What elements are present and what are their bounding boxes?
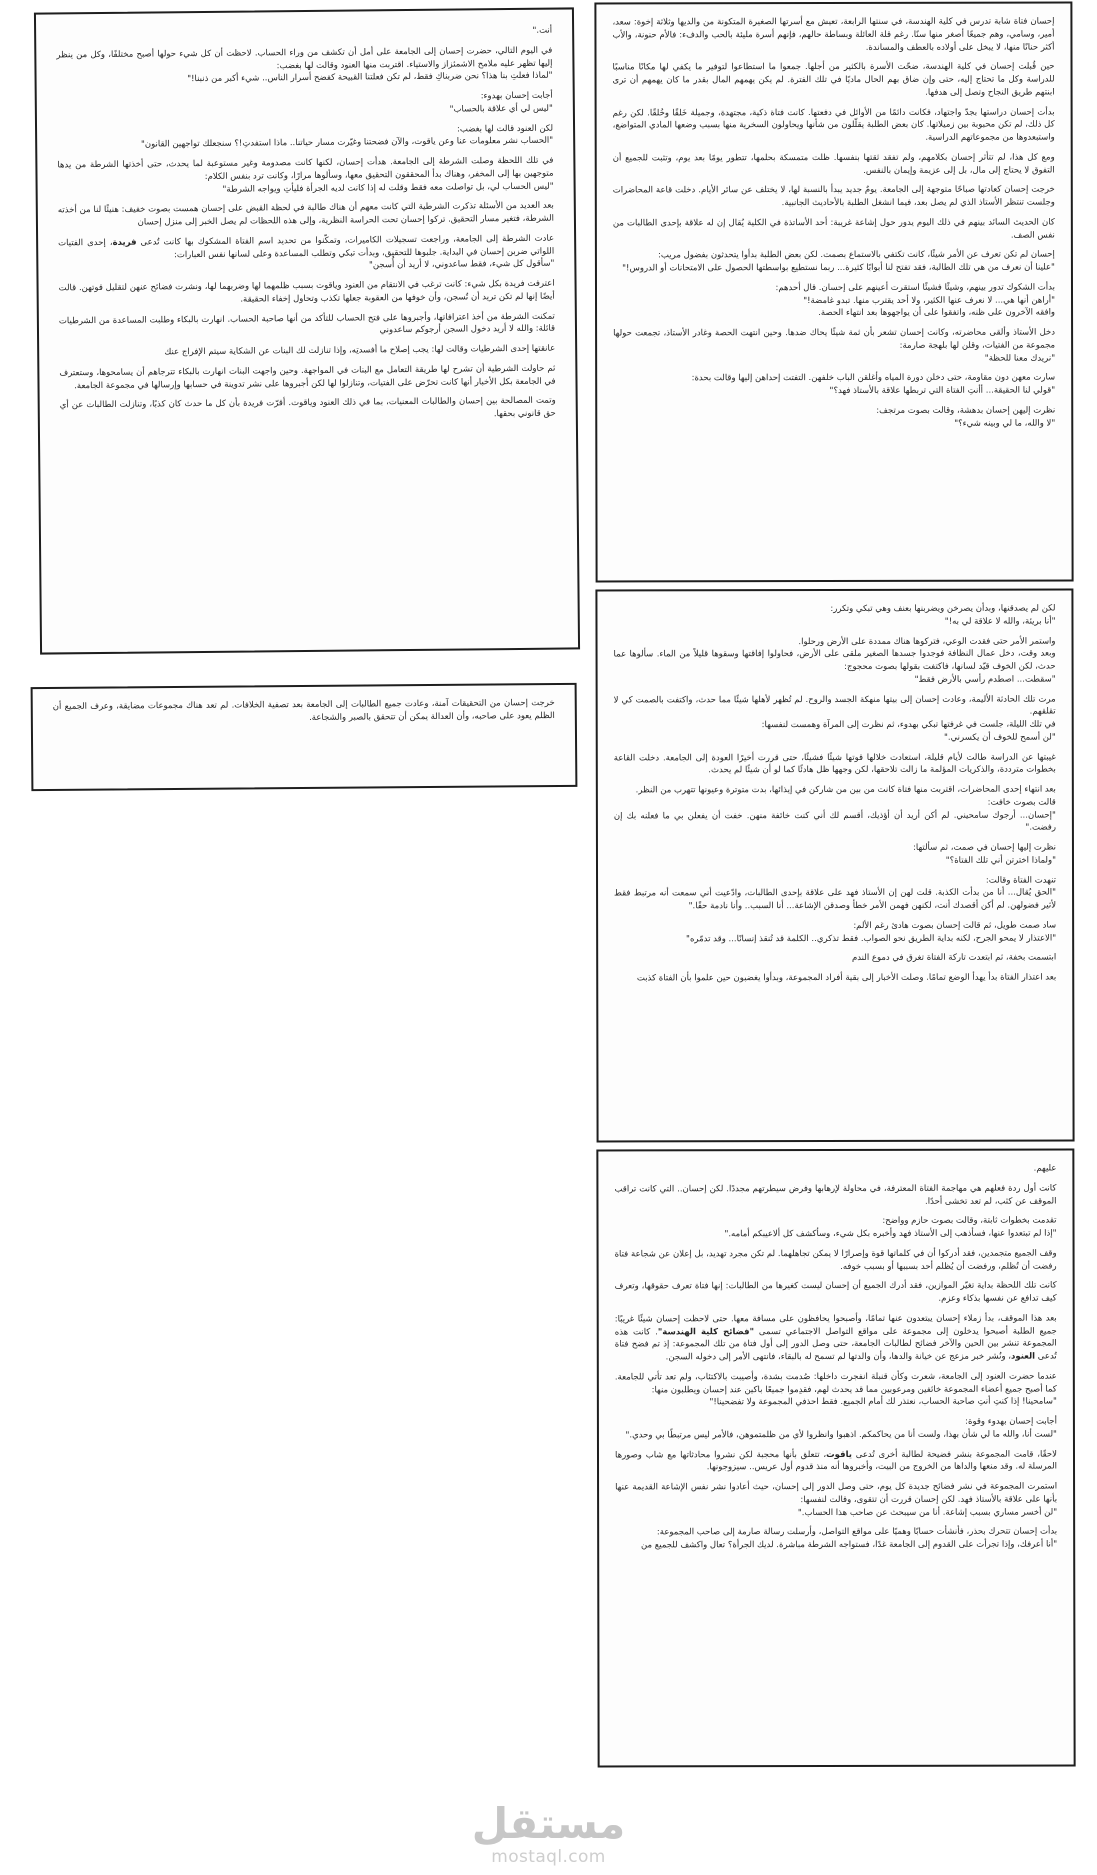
text-run: بعد هذا الموقف، بدأ زملاء إحسان يبتعدون عنها تمامًا، وأصبحوا يحافظون على مسافة معها. حتى لاحظت إحسان شيئًا غريبًا: جميع الطلبة أصبحوا يدخلون إلى مجموعة على مواقع التواصل الاجتماعي تسمى [614, 1313, 1057, 1337]
emphasized-text: العنود [1011, 1351, 1036, 1362]
story-page-2 [595, 589, 1074, 1143]
text-run: ساد صمت طويل، ثم قالت إحسان بصوت هادئ رغم الألم: "الاعتذار لا يمحو الجرح، لكنه بداية الطريق نحو الصواب. فقط تذكري.. الكلمة قد تُنقذ إنسانًا... وقد تدمّره" [686, 920, 1057, 944]
text-run: بعد العديد من الأسئلة تذكرت الشرطية التي كانت معهم أن هناك طالبة في لحظة القبض على إحسان همست بصوت خفيف: هنيئًا لنا من أخذته الشرطة، فتغير مسار التحقيق. تركوا إحسان تحت الحراسة النظرية، وإلى هذه اللحظات لم يصل الخبر إلى منزل إحسان [57, 200, 554, 228]
paragraph [614, 919, 1056, 945]
paragraph [613, 281, 1055, 320]
text-run: ومع كل هذا، لم تتأثر إحسان بكلامهم، ولم تفقد ثقتها بنفسها. ظلت متمسكة بحلمها، تتطور يومًا بعد يوم، وتثبت للجميع أن التفوق لا يحتاج إلى مال، بل إلى عزيمة وإيمان بالنفس. [612, 152, 1055, 176]
paragraph [615, 1247, 1057, 1273]
text-run: عانقتها إحدى الشرطيات وقالت لها: يجب إصلاح ما أفسدتِه، وإذا تنازلت لك البنات عن الشكاية سيتم الإفراج عنك [164, 343, 556, 358]
paragraph [613, 151, 1055, 177]
paragraph [614, 1215, 1056, 1241]
text-run: أجابت إحسان بهدوء وقوة: "لست أنا، والله ما لي شأن بهذا، ولست أنا من يحاكمكم. اذهبوا وانظروا لأي من ظلمتموهن، فالأمر ليس مرتبطًا بي وحدي." [625, 1416, 1057, 1441]
text-run: لاحقًا، قامت المجموعة بنشر فضيحة لطالبة أخرى تُدعى [851, 1449, 1058, 1460]
paragraph [57, 155, 553, 198]
paragraph [615, 1370, 1057, 1409]
watermark [0, 1798, 1097, 1867]
text-run: ابتسمت بخفة، ثم ابتعدت تاركة الفتاة تغرق في دموع الندم [851, 952, 1057, 964]
paragraph [614, 1163, 1056, 1177]
paragraph [614, 1182, 1056, 1208]
text-run: وتمت المصالحة بين إحسان والطالبات المعنيات، بما في ذلك العنود وياقوت. أقرّت فريدة بأن كل ما حدث كان كذبًا، وتنازلت الطالبات عن أي حق قانوني بحقها. [59, 395, 556, 420]
text-run: نظرت إليهن إحسان بدهشة، وقالت بصوت مرتجف: "لا والله، ما لي وبينه شيء؟" [876, 405, 1056, 429]
paragraph [614, 842, 1056, 868]
text-run: تمكنت الشرطة من أخذ اعترافاتها، وأجبروها على فتح الحساب للتأكد من أنها صاحبة الحساب. انهارت بالبكاء وطلبت المساعدة من الشرطيات قائلة: والله لا أريد دخول السجن أرجوكم ساعدوني [58, 311, 556, 336]
paragraph [614, 784, 1056, 836]
emphasized-text: فريدة [112, 237, 137, 248]
emphasized-text: "فضائح كلية الهندسة" [657, 1326, 755, 1337]
paragraph [59, 362, 555, 392]
text-run: غيبتها عن الدراسة طالت لأيام قليلة، استعادت خلالها قوتها شيئًا فشيئًا، حتى قررت أخيرًا العودة إلى الجامعة. دخلت القاعة بخطوات مترددة، والذكريات المؤلمة ما زالت تلاحقها، لكن وجهها ظل هادئًا كما لو أن شيئًا لم يحدث. [613, 752, 1056, 776]
paragraph [615, 1481, 1057, 1520]
paragraph [613, 603, 1055, 629]
paragraph [614, 952, 1056, 966]
paragraph [59, 343, 555, 361]
paragraph [57, 122, 553, 152]
text-run: في اليوم التالي، حضرت إحسان إلى الجامعة على أمل أن تكشف من وراء الحساب. لاحظت أن كل شيء حولها أصبح مختلفًا، وكل من ينظر إليها تظهر عليه ملامح الاشمئزاز والاستياء. اقتربت منها العنود وقالت لها بغضب: "لماذا فعلتِ بنا هذا؟ نحن ضربناكِ فقط، لم تكن فعلتنا القبيحة كفضح أسرار الناس.. شيء أكبر من ذنبنا!" [56, 45, 553, 85]
paragraph [613, 106, 1055, 145]
paragraph [613, 216, 1055, 242]
paragraph [615, 1416, 1057, 1442]
text-run: ، ونُشر خبر مزعج عن خيانة والدها، وأن والدتها لم تسمح له بالبقاء، فانتهى الأمر إلى دخوله السجن. [665, 1351, 1012, 1363]
paragraph [614, 874, 1056, 913]
paragraph [613, 372, 1055, 398]
paragraph [614, 693, 1056, 745]
paragraph [613, 404, 1055, 430]
paragraph [614, 751, 1056, 777]
text-run: بدأت إحسان تتحرك بحذر، فأنشأت حسابًا وهميًا على مواقع التواصل، وأرسلت رسالة صارمة إلى صاحب المجموعة: "أنا أعرفك، وإذا تجرأت على القدوم إلى الجامعة غدًا، فستواجه الشرطة مباشرة. لديك الجرأة؟ تعال واكشف للجميع من [640, 1526, 1058, 1551]
text-run: دخل الأستاذ وألقى محاضرته، وكانت إحسان تشعر بأن ثمة شيئًا يحاك ضدها. وحين انتهت الحصة وغادر الأستاذ، تجمعت حولها مجموعة من الفتيات، وقلن لها بلهجة صارمة: "نريدك معنا للحظة" [613, 327, 1056, 364]
text-run: استمرت المجموعة في نشر فضائح جديدة كل يوم، حتى وصل الدور إلى إحسان، حيث أعادوا نشر نفس الإشاعة القديمة عنها بأنها على علاقة بالأستاذ فهد. لكن إحسان قررت أن تتقوى، وقالت لنفسها: "لن أخسر مساري بسبب إشاعة. أنا من سيبحث عن صاحب هذا الحساب." [615, 1481, 1058, 1518]
paragraph [615, 1312, 1057, 1364]
text-run: إحسان فتاة شابة تدرس في كلية الهندسة، في سنتها الرابعة، تعيش مع أسرتها الصغيرة المتكونة من والديها وثلاثة إخوة: سعد، أمير، وسامي، وهم جميعًا أصغر منها سنًا. رغم قلة العائلة وبساطة حالهم، فإنهم أسرة مليئة بالحب والدفء: فالأم حنونة، والأب أكثر حنانًا منها، لا يبخل على أولاده بالعطف والمساندة. [612, 16, 1055, 53]
text-run: واستمر الأمر حتى فقدت الوعي، فتركوها هناك ممددة على الأرض ورحلوا. وبعد وقت، دخل عمال النظافة فوجدوا جسدها الصغير ملقى على الأرض، فحاولوا إفاقتها وسقوها قليلاً من الماء. سألوها عما حدث، لكن الخوف قيّد لسانها، فاكتفت بقولها بصوت محجوج: "سقطت... اصطدم رأسي بالأرض فقط" [613, 636, 1056, 685]
text-run: خرجت إحسان كعادتها صباحًا متوجهة إلى الجامعة. يومٌ جديد يبدأ بالنسبة لها، لا يختلف عن سائر الأيام. دخلت قاعة المحاضرات وجلست تنتظر الأستاذ الذي لم يصل بعد، فيما انشغل الطلبة بالأحاديث الجانبية. [612, 184, 1055, 209]
text-run: وقف الجميع متجمدين، فقد أدركوا أن في كلماتها قوة وإصرارًا لا يمكن تجاهلهما. لم تكن مجرد تهديد، بل إعلان عن شجاعة فتاة رفضت أن تُظلم، ورفضت أن يُظلم أحد بسببها أو بسبب خوفه. [614, 1248, 1057, 1272]
text-run: خرجت إحسان من التحقيقات آمنة، وعادت جميع الطالبات إلى الجامعة بعد تصفية الخلافات. لم تعد هناك مجموعات مضايقة، وعرف الجميع أن الظلم يعود على صاحبه، وأن العدالة يمكن أن تتحقق بالصبر والشجاعة. [52, 698, 555, 723]
text-run: مرت تلك الحادثة الأليمة، وعادت إحسان إلى بيتها منهكة الجسد والروح. لم تُظهر لأهلها شيئًا مما حدث، واكتفت بالصمت كي لا تقلقهم. في تلك الليلة، جلست في غرفتها تبكي بهدوء، ثم نظرت إلى المرآة وهمست لنفسها: "لن أسمح للخوف أن يكسرني." [613, 694, 1056, 743]
text-run: كانت تلك اللحظة بداية تغيّر الموازين، فقد أدرك الجميع أن إحسان ليست كغيرها من الطالبات: إنها فتاة تعرف حقوقها، وتعرف كيف تدافع عن نفسها بذكاء وعزم. [614, 1280, 1057, 1304]
text-run: كان الحديث السائد بينهم في ذلك اليوم يدور حول إشاعة غريبة: أحد الأساتذة في الكلية يُقال إن له علاقة بإحدى الطالبات من نفس الصف. [612, 217, 1055, 241]
story-page-5 [31, 683, 578, 791]
text-run: حين قُبلت إحسان في كلية الهندسة، ضحّت الأسرة بالكثير من أجلها. جمعوا ما استطاعوا لتوفير ما يكفي لها مكانًا مناسبًا للدراسة وكل ما تحتاج إليه، حتى وإن ضاق بهم الحال ماديًا في تلك الفترة. لم يكن يهمهم المال بقدر ما كان يهمهم أن ترى ابنتهم طريق النجاح وتصل إلى هدفها. [612, 61, 1055, 98]
text-run: إحسان لم تكن تعرف عن الأمر شيئًا، كانت تكتفي بالاستماع بصمت. لكن بعض الطلبة بدأوا يتحدثون بفضول مريب: "علينا أن نعرف من هي تلك الطالبة، فقد تفتح لنا أبوابًا كثيرة... ربما نستطيع بواسطتها الحصول على الامتحانات أو الدروس!" [622, 249, 1055, 274]
paragraph [615, 1280, 1057, 1306]
paragraph [58, 200, 554, 230]
paragraph [612, 16, 1054, 55]
text-run: سارت معهن دون مقاومة، حتى دخلن دورة المياه وأغلقن الباب خلفهن. التفتت إحداهن إليها وقالت بحدة: "قولي لنا الحقيقة... أأنتِ الفتاة التي تربطها علاقة بالأستاذ فهد؟" [691, 372, 1056, 397]
text-run: بعد اعتذار الفتاة بدأ يهدأ الوضع تمامًا. وصلت الأخبار إلى بقية أفراد المجموعة، وبدأوا يغضبون حين علموا بأن الفتاة كذبت [636, 972, 1057, 984]
paragraph [613, 327, 1055, 366]
paragraph [56, 44, 552, 87]
paragraph [60, 395, 556, 425]
paragraph [57, 90, 553, 120]
text-run: بعد انتهاء إحدى المحاضرات، اقتربت منها فتاة كانت من بين من شاركن في إيذائها، بدت متوترة وعيونها تتهرب من النظر. قالت بصوت خافت: "إحسان... أرجوك سامحيني. لم أكن أريد أن أؤذيك، أقسم لك أني كنت خائفة منهن. خفت أن يفعلن بي ما فعلنه بك إن رفضت." [613, 784, 1056, 833]
text-run: تقدمت بخطوات ثابتة، وقالت بصوت حازم وواضح: "إذا لم تبتعدوا عنها، فسأذهب إلى الأستاذ فهد وأخبره بكل شيء، وسأكشف كل ألاعيبكم أمامه." [724, 1215, 1057, 1240]
paragraph [613, 184, 1055, 210]
paragraph [613, 61, 1055, 100]
paragraph [614, 972, 1056, 986]
text-run: تنهدت الفتاة وقالت: "الحق يُقال... أنا من بدأت الكذبة. قلت لهن إن الأستاذ فهد على علاقة بإحدى الطالبات، وادّعيت أني سمعت أنه مرتبط فقط لأثير فضولهن. لم أكن أقصدك أنت، لكنهن فهمن الأمر خطأ وصدقن الإشاعة... أنا السبب.. وأنا نادمة حقًا." [614, 875, 1057, 912]
paragraph [58, 232, 554, 275]
text-run: عندما حضرت العنود إلى الجامعة، شعرت وكأن قنبلة انفجرت داخلها: صُدمت بشدة، وأصيبت بالاكتئاب، ولم تعد تأتي للجامعة. كما أصبح جميع أعضاء المجموعة خائفين ومرعوبين مما قد يحدث لهم، فقدِموا جميعًا باكين عند إحسان ويطلبون منها: "سامحينا! إذا كنتِ أنتِ صاحبة الحساب، نعتذر لك أمام الجميع. فقط احذفي المجموعة ولا تفضحينا!" [614, 1371, 1057, 1408]
paragraph [615, 1526, 1057, 1552]
text-run: نظرت إليها إحسان في صمت، ثم سألتها: "ولماذا اخترتن أني تلك الفتاة؟" [913, 842, 1056, 866]
text-run: عليهم. [1033, 1163, 1057, 1174]
story-page-3 [596, 1149, 1075, 1768]
text-run: في تلك اللحظة وصلت الشرطة إلى الجامعة. هدأت إحسان، لكنها كانت مصدومة وغير مستوعبة لما يحدث، حتى أخذتها الشرطة من يدها متوجهين بها إلى المخفر، وهناك بدأ المحققون التحقيق معها، وسألوها مرارًا، وكانت ترد بنفس الكلام: "ليس الحساب لي، بل تواصلت معه فقط وقلت له إذا كانت لديه الجرأة فليأتِ ويواجه الشرطة" [57, 155, 554, 195]
paragraph [56, 25, 552, 43]
paragraph [53, 697, 555, 726]
text-run: أنت." [532, 25, 553, 36]
text-run: . كانت هذه المجموعة تنشر بين الحين والآخر فضائح لطالبات الجامعة، حتى وصل الدور إلى أول فتاة من تلك المجموعة: إذ تم فضح فتاة تُدعى [614, 1326, 1057, 1362]
text-run: لكن لم يصدقنها، وبدأن يصرخن ويضربنها بعنف وهي تبكي وتكرر: "أنا بريئة، والله لا علاقة لي به!" [830, 603, 1056, 627]
text-run: لكن العنود قالت لها بغضب: "الحساب نشر معلومات عنا وعن ياقوت، والآن فضحتنا وغيّرت مسار حياتنا.. ماذا استفدتِ!؟ سنجعلك تواجهين القانون" [140, 123, 554, 150]
text-run: ، إحدى الفتيات اللواتي ضربن إحسان في البداية. جلبوها للتحقيق، وبدأت تبكي وتطلب المساعدة وعلى لسانها نفس العبارات: "سأقول كل شيء، فقط ساعدوني، لا أريد أن أُسجن" [58, 237, 555, 271]
emphasized-text: ياقوت [826, 1449, 852, 1460]
watermark-arabic-logo: مستقل [471, 1798, 626, 1848]
text-run: بدأت الشكوك تدور بينهم، وشيئًا فشيئًا استقرت أعينهم على إحسان. قال أحدهم: "أراهن أنها هي... لا نعرف عنها الكثير، ولا أحد يقترب منها. تبدو غامضة!" وافقه الآخرون على ظنه، واتفقوا على أن يواجهوها بعد انتهاء الحصة. [775, 282, 1056, 319]
watermark-url: mostaql.com [491, 1847, 606, 1867]
text-run: بدأت إحسان دراستها بجدّ واجتهاد، فكانت دائمًا من الأوائل في دفعتها. كانت فتاة ذكية، مجتهدة، وجميلة خَلقًا وخُلقًا. لكن رغم كل ذلك، لم تكن محبوبة بين زميلاتها. كان بعض الطلبة يقلّلون من شأنها ويحاولون السخرية منها بسبب وضعها المادي المتواضع، واستبعدوها من مجموعاتهم الدراسية. [612, 107, 1055, 143]
paragraph [614, 635, 1056, 687]
text-run: ثم حاولت الشرطية أن تشرح لها طريقة التعامل مع البنات في المواجهة. وحين واجهت البنات انهارت بالبكاء تترجاهم أن يسامحوها، وستعترف في الجامعة بكل الأخبار أنها كانت تحرّض على الفتيات، وتنازلوا لها لكن أجبروها على نشر تدوينة في حسابها وإرسالها في مجموعة الجامعة. [59, 363, 556, 391]
story-page-4 [34, 7, 580, 654]
text-run: ، تتعلق بأنها محجبة لكن نشروا محادثاتها مع شاب وصورها المرسلة له. وقد منعها والداها من الخروج من البيت، وأخبروها أنه منذ قدوم أول عريس.. سيزوجونها. [614, 1449, 1058, 1473]
paragraph [59, 310, 555, 340]
story-page-1 [594, 2, 1073, 583]
text-run: كانت أول ردة فعلهم هي مهاجمة الفتاة المعترفة، في محاولة لإرهابها وفرض سيطرتهم مجددًا. لكن إحسان.. التي كانت تراقب الموقف عن كثب، لم تعد تخشى أحدًا. [614, 1183, 1057, 1207]
paragraph [615, 1448, 1057, 1474]
text-run: اعترفت فريدة بكل شيء: كانت ترغب في الانتقام من العنود وياقوت بسبب ظلمهما لها وضربهما لها، ونشرت فضائح عنهن لتقليل قوتهن. قالت أيضًا إنها لم تكن تريد أن تُسجن، وأن خوفها من العقوبة جعلها تكذب وتحاول إخفاء الحقيقة. [58, 278, 555, 305]
paragraph [613, 249, 1055, 275]
text-run: أجابت إحسان بهدوء: "ليس لي أي علاقة بالحساب" [449, 90, 553, 115]
text-run: عادت الشرطة إلى الجامعة، وراجعت تسجيلات الكاميرات، وتمكّنوا من تحديد اسم الفتاة المشكوك بها كانت تُدعى [136, 233, 555, 248]
paragraph [59, 278, 555, 308]
